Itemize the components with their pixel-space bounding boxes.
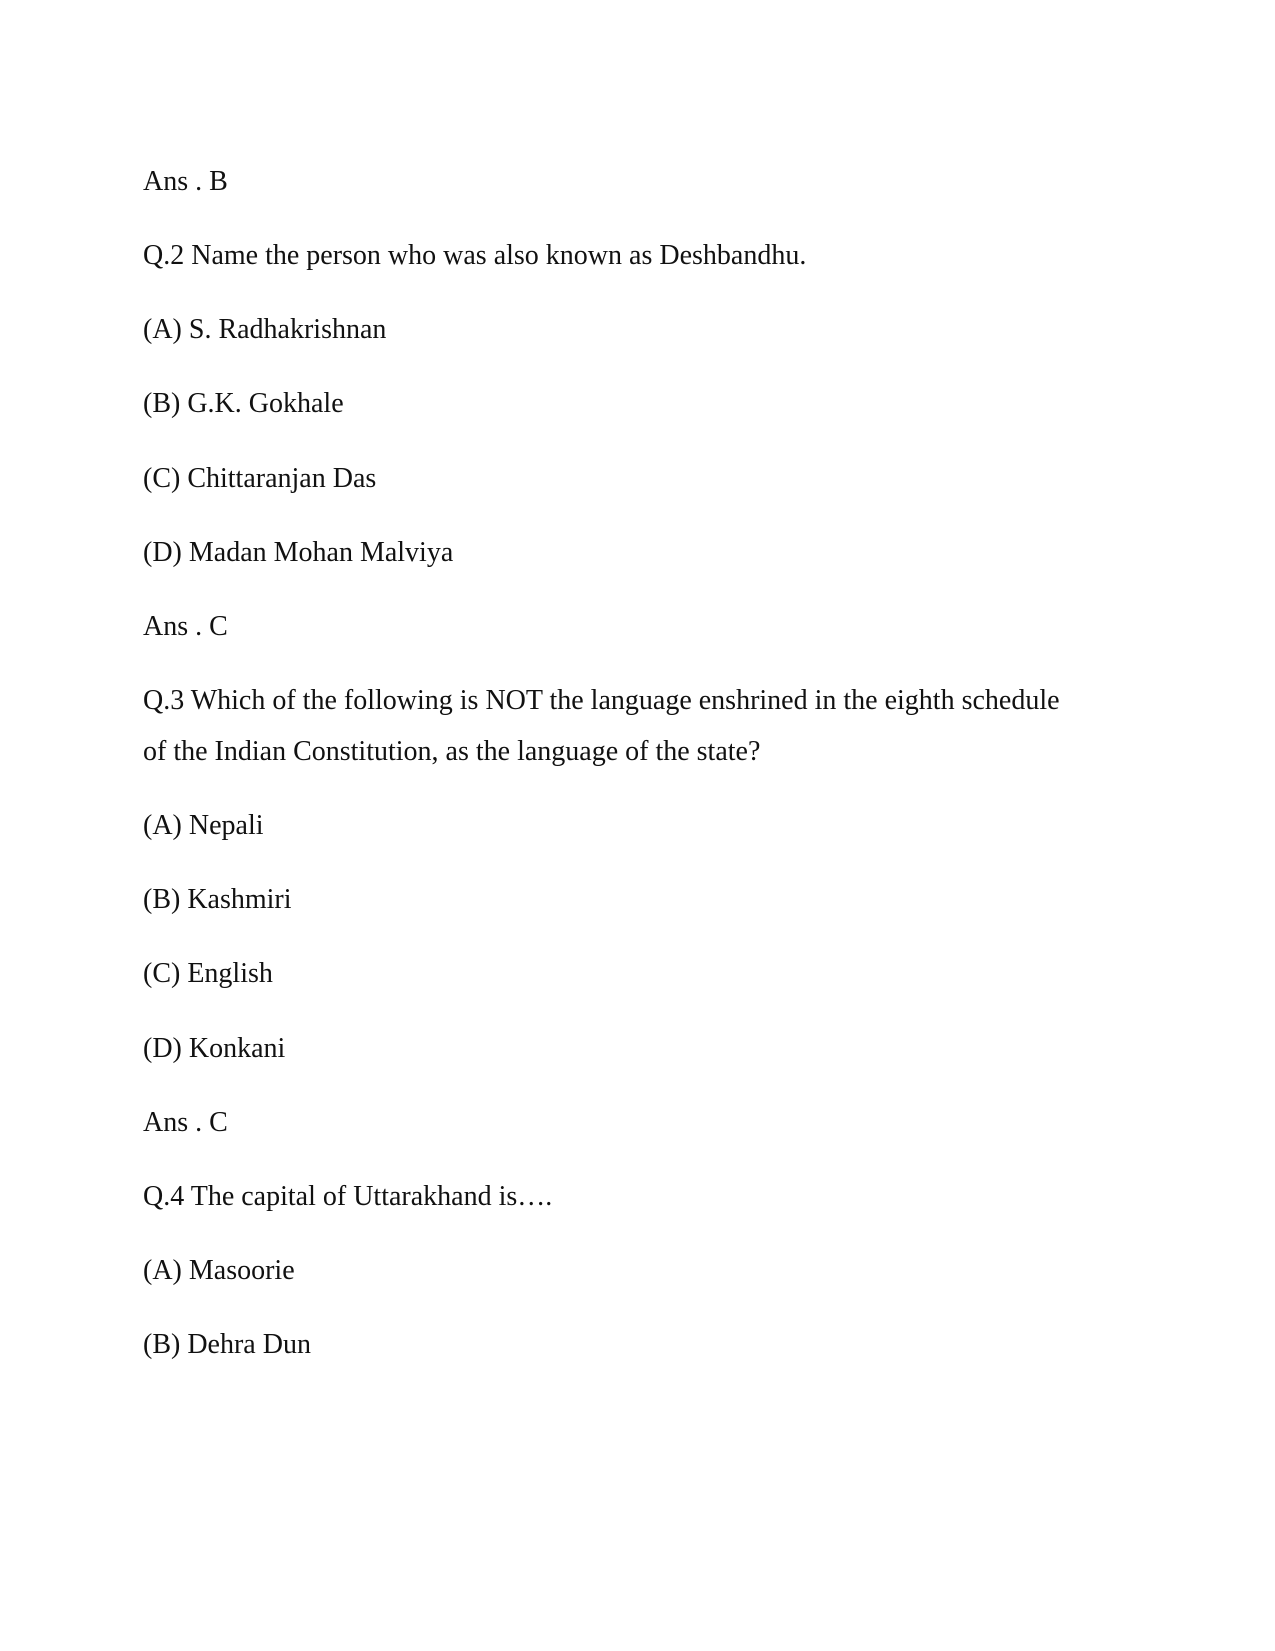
question-2: Q.2 Name the person who was also known as Deshbandhu. xyxy=(143,240,807,271)
question-3-line-1: Q.3 Which of the following is NOT the language enshrined in the eighth schedule xyxy=(143,685,1060,716)
q3-option-a: (A) Nepali xyxy=(143,810,264,841)
q3-option-d: (D) Konkani xyxy=(143,1033,286,1064)
q2-option-c: (C) Chittaranjan Das xyxy=(143,463,377,494)
q2-option-b: (B) G.K. Gokhale xyxy=(143,388,344,419)
q3-option-b: (B) Kashmiri xyxy=(143,884,292,915)
answer-q3: Ans . C xyxy=(143,1107,228,1138)
q2-option-a: (A) S. Radhakrishnan xyxy=(143,314,387,345)
q2-option-d: (D) Madan Mohan Malviya xyxy=(143,537,454,568)
question-4: Q.4 The capital of Uttarakhand is…. xyxy=(143,1181,553,1212)
q4-option-a: (A) Masoorie xyxy=(143,1255,295,1286)
question-3-line-2: of the Indian Constitution, as the language of the state? xyxy=(143,736,761,767)
q4-option-b: (B) Dehra Dun xyxy=(143,1329,311,1360)
q3-option-c: (C) English xyxy=(143,958,273,989)
answer-q2: Ans . C xyxy=(143,611,228,642)
answer-q1: Ans . B xyxy=(143,166,228,197)
